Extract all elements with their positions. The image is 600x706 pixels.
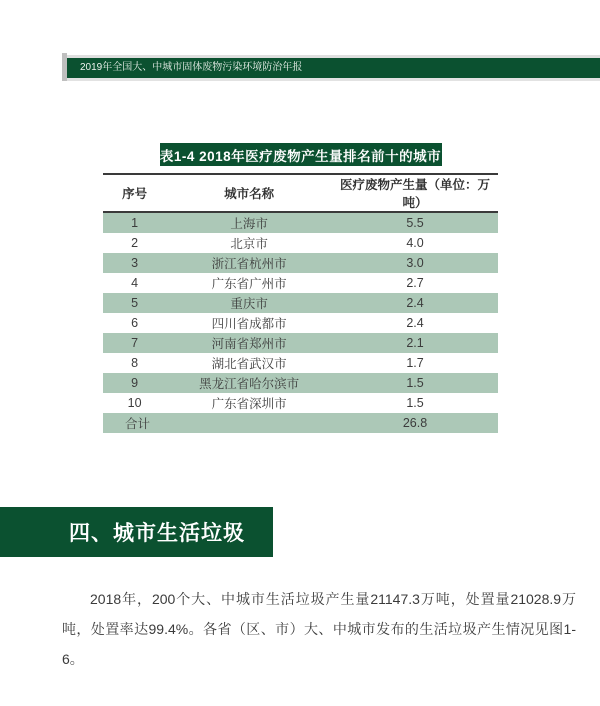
rank-cell: 4 bbox=[131, 276, 139, 290]
city-cell: 北京市 bbox=[230, 237, 268, 251]
table-row bbox=[103, 353, 498, 373]
table-row bbox=[103, 273, 498, 293]
table-row bbox=[103, 253, 498, 273]
rank-cell: 10 bbox=[127, 396, 142, 410]
rank-cell: 2 bbox=[131, 236, 139, 250]
page-edge-tab bbox=[62, 53, 67, 81]
table-row bbox=[103, 293, 498, 313]
rank-cell: 3 bbox=[131, 256, 139, 270]
body-paragraph: 2018年，200个大、中城市生活垃圾产生量21147.3万吨，处置量21028.9万吨，处置率达99.4%。各省（区、市）大、中城市发布的生活垃圾产生情况见图1-6。 bbox=[62, 591, 576, 667]
table-row bbox=[103, 373, 498, 393]
rank-cell: 6 bbox=[131, 316, 139, 330]
table-row bbox=[103, 212, 498, 233]
column-header-value: 医疗废物产生量（单位：万吨） bbox=[332, 174, 498, 212]
rank-cell: 1 bbox=[131, 216, 139, 230]
table-caption: 表1-4 2018年医疗废物产生量排名前十的城市 bbox=[160, 143, 442, 166]
city-cell: 黑龙江省哈尔滨市 bbox=[199, 377, 300, 391]
value-cell: 4.0 bbox=[406, 236, 424, 250]
value-cell: 1.5 bbox=[406, 376, 424, 390]
value-cell: 1.7 bbox=[406, 356, 424, 370]
value-cell: 2.4 bbox=[406, 316, 424, 330]
medical-waste-table-block bbox=[103, 143, 498, 433]
value-cell: 1.5 bbox=[406, 396, 424, 410]
table-body bbox=[103, 212, 498, 413]
city-cell: 河南省郑州市 bbox=[211, 337, 287, 351]
city-cell: 湖北省武汉市 bbox=[211, 357, 287, 371]
report-header-bar bbox=[62, 55, 600, 81]
total-value-cell: 26.8 bbox=[402, 416, 428, 430]
rank-cell: 7 bbox=[131, 336, 139, 350]
city-cell: 广东省深圳市 bbox=[211, 397, 287, 411]
table-header-row bbox=[103, 174, 498, 212]
city-cell: 重庆市 bbox=[230, 297, 268, 311]
total-row bbox=[103, 413, 498, 433]
table-row bbox=[103, 333, 498, 353]
rank-cell: 8 bbox=[131, 356, 139, 370]
table-row bbox=[103, 393, 498, 413]
city-cell: 浙江省杭州市 bbox=[211, 257, 287, 271]
value-cell: 2.4 bbox=[406, 296, 424, 310]
medical-waste-table bbox=[103, 173, 498, 433]
value-cell: 3.0 bbox=[406, 256, 424, 270]
table-row bbox=[103, 233, 498, 253]
section-heading: 四、城市生活垃圾 bbox=[0, 507, 273, 557]
value-cell: 2.7 bbox=[406, 276, 424, 290]
city-cell: 广东省广州市 bbox=[211, 277, 287, 291]
total-label-cell: 合计 bbox=[125, 417, 151, 431]
rank-cell: 5 bbox=[131, 296, 139, 310]
column-header-city: 城市名称 bbox=[166, 174, 332, 212]
table-row bbox=[103, 313, 498, 333]
city-cell: 上海市 bbox=[230, 217, 268, 231]
header-bar-title: 2019年全国大、中城市固体废物污染环境防治年报 bbox=[67, 58, 600, 78]
total-empty-cell bbox=[166, 413, 332, 433]
city-cell: 四川省成都市 bbox=[211, 317, 287, 331]
rank-cell: 9 bbox=[131, 376, 139, 390]
column-header-rank: 序号 bbox=[103, 174, 166, 212]
value-cell: 5.5 bbox=[406, 216, 424, 230]
value-cell: 2.1 bbox=[406, 336, 424, 350]
header-bottom-rule bbox=[67, 78, 600, 81]
